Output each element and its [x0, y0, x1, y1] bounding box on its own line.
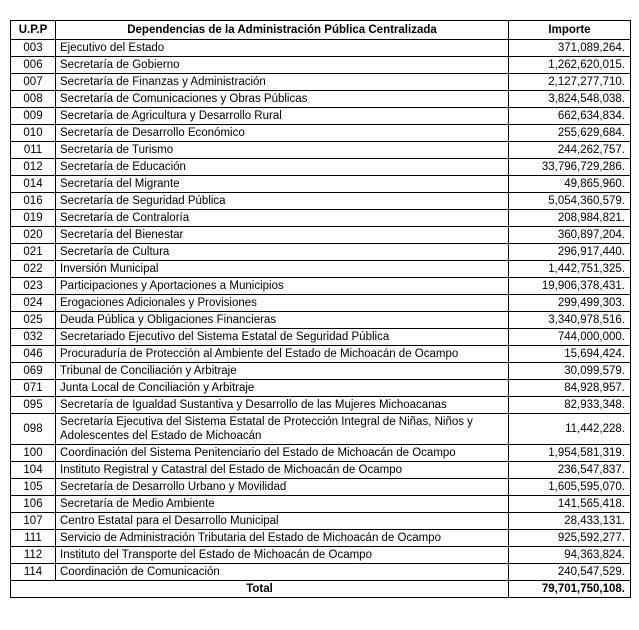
dependencia-cell: Instituto Registral y Catastral del Estado de Michoacán de Ocampo: [56, 462, 509, 479]
dependencia-cell: Secretaría de Cultura: [56, 244, 509, 261]
importe-cell: 240,547,529.: [509, 564, 631, 581]
upp-cell: 025: [11, 312, 56, 329]
upp-cell: 009: [11, 108, 56, 125]
header-row: [11, 21, 631, 40]
importe-cell: 1,442,751,325.: [509, 261, 631, 278]
dependencia-cell: Secretaría de Agricultura y Desarrollo Rural: [56, 108, 509, 125]
upp-cell: 032: [11, 329, 56, 346]
table-row: [11, 346, 631, 363]
table-row: [11, 261, 631, 278]
upp-cell: 114: [11, 564, 56, 581]
upp-cell: 112: [11, 547, 56, 564]
table-row: [11, 40, 631, 57]
table-row: [11, 295, 631, 312]
upp-cell: 023: [11, 278, 56, 295]
importe-cell: 141,565,418.: [509, 496, 631, 513]
dependencia-cell: Secretaría de Medio Ambiente: [56, 496, 509, 513]
dependencia-cell: Procuraduría de Protección al Ambiente del Estado de Michoacán de Ocampo: [56, 346, 509, 363]
importe-cell: 5,054,360,579.: [509, 193, 631, 210]
importe-cell: 925,592,277.: [509, 530, 631, 547]
table-row: [11, 227, 631, 244]
table-row: [11, 244, 631, 261]
dependencia-cell: Erogaciones Adicionales y Provisiones: [56, 295, 509, 312]
upp-cell: 104: [11, 462, 56, 479]
importe-cell: 15,694,424.: [509, 346, 631, 363]
total-row: [11, 581, 631, 598]
dependencia-cell: Coordinación del Sistema Penitenciario del Estado de Michoacán de Ocampo: [56, 445, 509, 462]
upp-cell: 011: [11, 142, 56, 159]
table-row: [11, 278, 631, 295]
upp-cell: 098: [11, 414, 56, 445]
upp-cell: 069: [11, 363, 56, 380]
importe-cell: 299,499,303.: [509, 295, 631, 312]
importe-cell: 82,933,348.: [509, 397, 631, 414]
upp-cell: 006: [11, 57, 56, 74]
dependencia-cell: Tribunal de Conciliación y Arbitraje: [56, 363, 509, 380]
budget-table: [10, 20, 631, 598]
importe-cell: 11,442,228.: [509, 414, 631, 445]
dependencia-cell: Secretaría de Desarrollo Económico: [56, 125, 509, 142]
importe-cell: 33,796,729,286.: [509, 159, 631, 176]
col-header-importe: Importe: [509, 21, 631, 40]
table-row: [11, 445, 631, 462]
importe-cell: 2,127,277,710.: [509, 74, 631, 91]
table-row: [11, 479, 631, 496]
dependencia-cell: Coordinación de Comunicación: [56, 564, 509, 581]
table-row: [11, 74, 631, 91]
importe-cell: 662,634,834.: [509, 108, 631, 125]
table-row: [11, 312, 631, 329]
dependencia-cell: Secretaría de Gobierno: [56, 57, 509, 74]
table-row: [11, 564, 631, 581]
importe-cell: 19,906,378,431.: [509, 278, 631, 295]
upp-cell: 007: [11, 74, 56, 91]
dependencia-cell: Instituto del Transporte del Estado de Michoacán de Ocampo: [56, 547, 509, 564]
dependencia-cell: Secretaría de Comunicaciones y Obras Públicas: [56, 91, 509, 108]
total-label: Total: [11, 581, 509, 598]
importe-cell: 3,340,978,516.: [509, 312, 631, 329]
dependencia-cell: Secretaría de Desarrollo Urbano y Movilidad: [56, 479, 509, 496]
dependencia-cell: Participaciones y Aportaciones a Municipios: [56, 278, 509, 295]
importe-cell: 371,089,264.: [509, 40, 631, 57]
dependencia-cell: Secretariado Ejecutivo del Sistema Estatal de Seguridad Pública: [56, 329, 509, 346]
dependencia-cell: Secretaría de Contraloría: [56, 210, 509, 227]
importe-cell: 1,605,595,070.: [509, 479, 631, 496]
upp-cell: 022: [11, 261, 56, 278]
upp-cell: 095: [11, 397, 56, 414]
table-row: [11, 159, 631, 176]
importe-cell: 1,262,620,015.: [509, 57, 631, 74]
col-header-dependencias: Dependencias de la Administración Pública Centralizada: [56, 21, 509, 40]
dependencia-cell: Secretaría Ejecutiva del Sistema Estatal de Protección Integral de Niñas, Niños y Adolescentes del Estado de Michoacán: [56, 414, 509, 445]
upp-cell: 100: [11, 445, 56, 462]
dependencia-cell: Secretaría de Finanzas y Administración: [56, 74, 509, 91]
importe-cell: 30,099,579.: [509, 363, 631, 380]
upp-cell: 046: [11, 346, 56, 363]
upp-cell: 010: [11, 125, 56, 142]
dependencia-cell: Servicio de Administración Tributaria del Estado de Michoacán de Ocampo: [56, 530, 509, 547]
dependencia-cell: Secretaría del Bienestar: [56, 227, 509, 244]
upp-cell: 019: [11, 210, 56, 227]
dependencia-cell: Secretaría de Educación: [56, 159, 509, 176]
importe-cell: 28,433,131.: [509, 513, 631, 530]
table-row: [11, 329, 631, 346]
importe-cell: 744,000,000.: [509, 329, 631, 346]
table-row: [11, 397, 631, 414]
table-row: [11, 380, 631, 397]
upp-cell: 021: [11, 244, 56, 261]
importe-cell: 296,917,440.: [509, 244, 631, 261]
upp-cell: 008: [11, 91, 56, 108]
upp-cell: 106: [11, 496, 56, 513]
upp-cell: 107: [11, 513, 56, 530]
dependencia-cell: Junta Local de Conciliación y Arbitraje: [56, 380, 509, 397]
importe-cell: 3,824,548,038.: [509, 91, 631, 108]
upp-cell: 003: [11, 40, 56, 57]
table-row: [11, 513, 631, 530]
table-row: [11, 193, 631, 210]
importe-cell: 236,547,837.: [509, 462, 631, 479]
importe-cell: 1,954,581,319.: [509, 445, 631, 462]
importe-cell: 360,897,204.: [509, 227, 631, 244]
upp-cell: 105: [11, 479, 56, 496]
table-row: [11, 414, 631, 445]
upp-cell: 016: [11, 193, 56, 210]
upp-cell: 024: [11, 295, 56, 312]
dependencia-cell: Secretaría de Turismo: [56, 142, 509, 159]
table-row: [11, 363, 631, 380]
dependencia-cell: Centro Estatal para el Desarrollo Municipal: [56, 513, 509, 530]
importe-cell: 255,629,684.: [509, 125, 631, 142]
dependencia-cell: Inversión Municipal: [56, 261, 509, 278]
importe-cell: 208,984,821.: [509, 210, 631, 227]
col-header-upp: U.P.P: [11, 21, 56, 40]
table-row: [11, 108, 631, 125]
upp-cell: 014: [11, 176, 56, 193]
table-row: [11, 91, 631, 108]
upp-cell: 111: [11, 530, 56, 547]
table-row: [11, 57, 631, 74]
dependencia-cell: Secretaría de Seguridad Pública: [56, 193, 509, 210]
upp-cell: 071: [11, 380, 56, 397]
importe-cell: 84,928,957.: [509, 380, 631, 397]
total-value: 79,701,750,108.: [509, 581, 631, 598]
dependencia-cell: Secretaría del Migrante: [56, 176, 509, 193]
upp-cell: 012: [11, 159, 56, 176]
importe-cell: 244,262,757.: [509, 142, 631, 159]
dependencia-cell: Ejecutivo del Estado: [56, 40, 509, 57]
table-row: [11, 176, 631, 193]
table-row: [11, 125, 631, 142]
table-row: [11, 462, 631, 479]
dependencia-cell: Secretaría de Igualdad Sustantiva y Desarrollo de las Mujeres Michoacanas: [56, 397, 509, 414]
table-row: [11, 547, 631, 564]
table-row: [11, 530, 631, 547]
table-row: [11, 142, 631, 159]
importe-cell: 94,363,824.: [509, 547, 631, 564]
table-row: [11, 496, 631, 513]
upp-cell: 020: [11, 227, 56, 244]
table-row: [11, 210, 631, 227]
importe-cell: 49,865,960.: [509, 176, 631, 193]
dependencia-cell: Deuda Pública y Obligaciones Financieras: [56, 312, 509, 329]
